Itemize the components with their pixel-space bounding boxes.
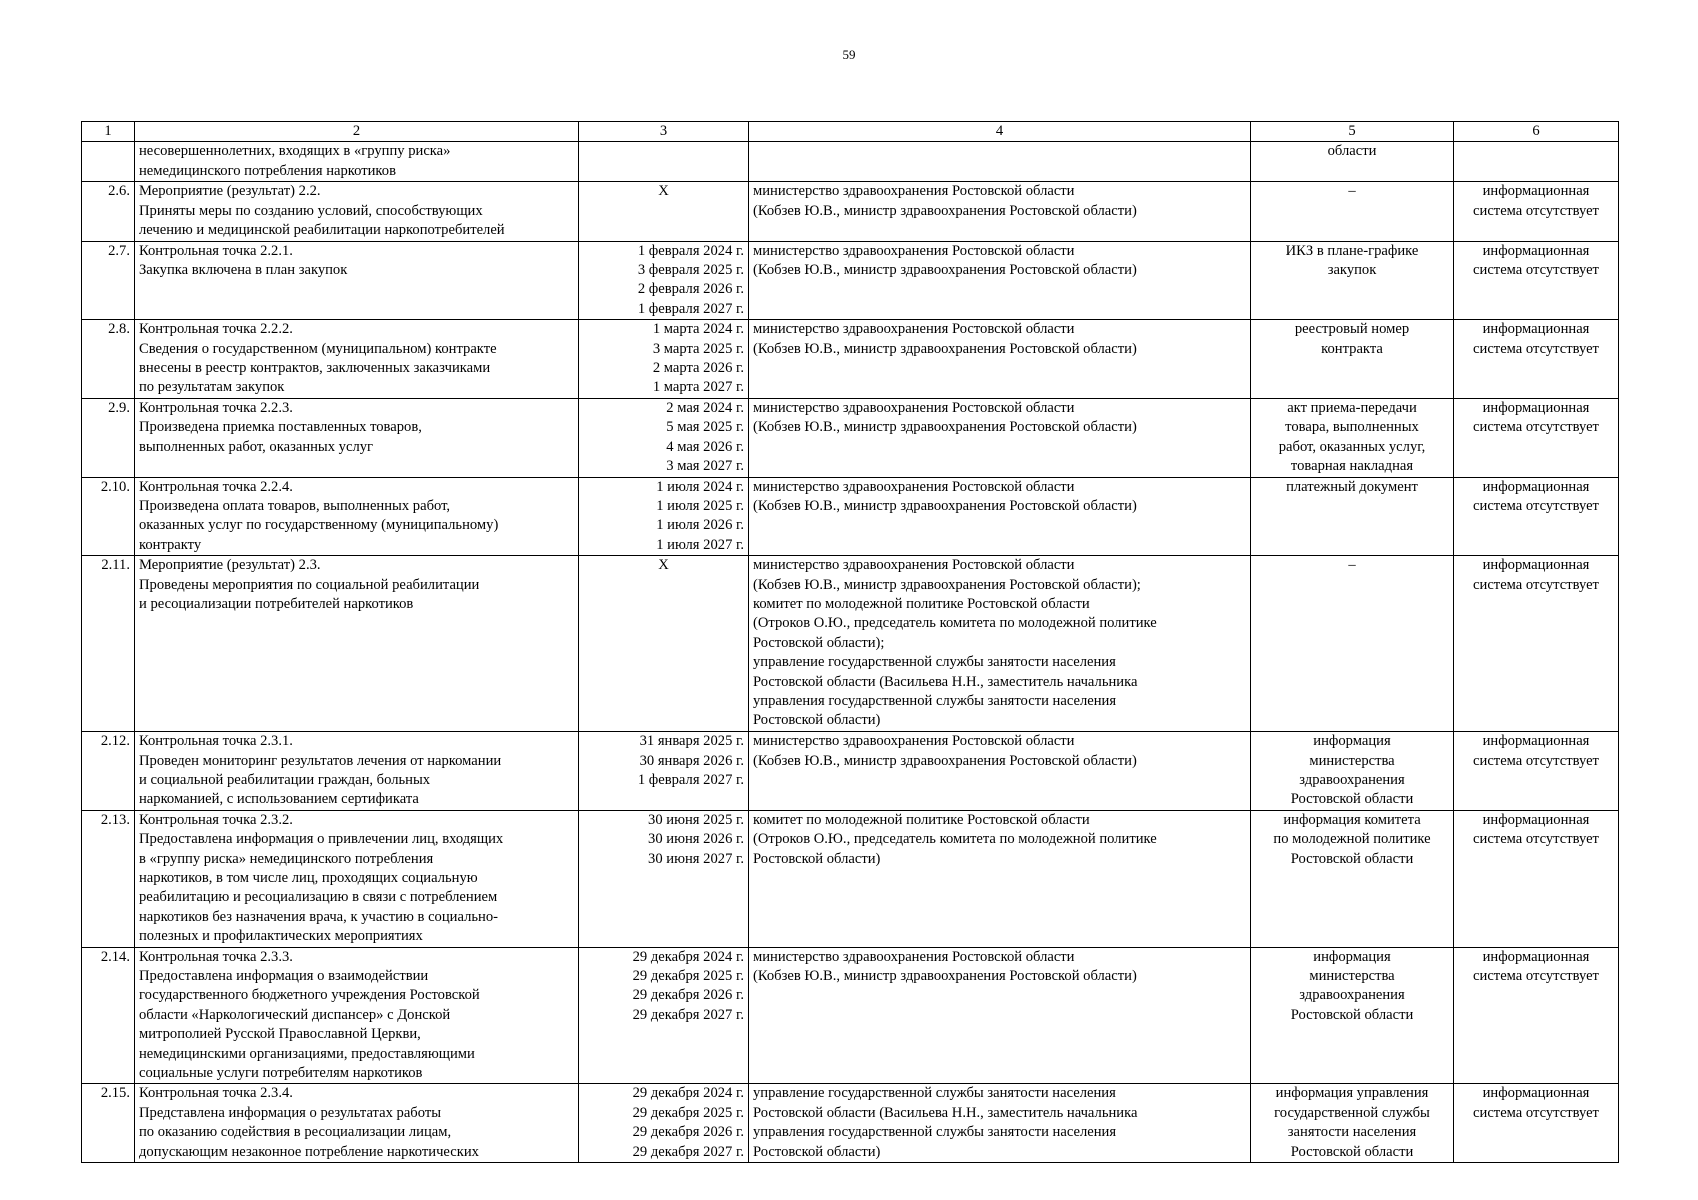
description-line: полезных и профилактических мероприятиях <box>139 928 423 945</box>
row-number-cell <box>82 182 135 241</box>
row-number-cell <box>82 1084 135 1163</box>
column-header: 6 <box>1454 122 1619 142</box>
responsible-line: управления государственной службы занятости населения <box>753 692 1117 709</box>
description-cell <box>135 182 579 241</box>
document-line: информация <box>1313 948 1391 965</box>
deadline-date: 29 декабря 2024 г. <box>632 1085 744 1102</box>
information-system-line: информационная <box>1482 321 1590 338</box>
deadline-date: 1 июля 2026 г. <box>656 517 744 534</box>
information-system-line: информационная <box>1482 948 1590 965</box>
description-line: Сведения о государственном (муниципальном) контракте <box>139 340 497 357</box>
information-system-cell <box>1454 477 1619 556</box>
document-line: платежный документ <box>1286 478 1418 495</box>
information-system-cell <box>1454 398 1619 477</box>
responsible-line: Ростовской области) <box>753 1143 881 1160</box>
table-row <box>82 142 1619 182</box>
information-system-cell <box>1454 947 1619 1084</box>
description-line: социальные услуги потребителям наркотиков <box>139 1065 423 1082</box>
information-system-cell <box>1454 182 1619 241</box>
responsible-line: Ростовской области (Васильева Н.Н., заместитель начальника <box>753 1104 1138 1121</box>
description-line: Предоставлена информация о взаимодействии <box>139 968 429 984</box>
responsible-line: (Отроков О.Ю., председатель комитета по молодежной политике <box>753 615 1157 632</box>
page-number: 59 <box>842 47 856 62</box>
plan-table <box>81 121 1619 1163</box>
information-system-line: система отсутствует <box>1473 831 1599 848</box>
table-row <box>82 182 1619 241</box>
responsible-cell <box>749 810 1251 947</box>
row-number-cell <box>82 556 135 732</box>
item-title: Мероприятие (результат) 2.2. <box>139 183 321 200</box>
description-line: выполненных работ, оказанных услуг <box>139 438 374 455</box>
document-line: министерства <box>1309 968 1395 984</box>
description-cell <box>135 241 579 320</box>
deadline-date: X <box>658 183 669 200</box>
document-line: Ростовской области <box>1290 1006 1414 1023</box>
information-system-line: система отсутствует <box>1473 419 1599 436</box>
deadline-cell <box>579 732 749 811</box>
description-line: в «группу риска» немедицинского потребления <box>139 850 434 867</box>
item-title: Контрольная точка 2.2.4. <box>139 478 293 495</box>
document-line: информация <box>1313 733 1391 750</box>
responsible-line: министерство здравоохранения Ростовской области <box>753 321 1075 338</box>
description-line: по результатам закупок <box>139 379 285 396</box>
information-system-line: система отсутствует <box>1473 262 1599 279</box>
deadline-cell <box>579 556 749 732</box>
item-title: Контрольная точка 2.3.1. <box>139 733 293 750</box>
document-cell <box>1251 320 1454 399</box>
information-system-line: система отсутствует <box>1473 1104 1599 1121</box>
table-row <box>82 810 1619 947</box>
deadline-date: 31 января 2025 г. <box>639 733 744 750</box>
document-line: государственной службы <box>1274 1104 1430 1121</box>
information-system-line: информационная <box>1482 557 1590 574</box>
deadline-date: 30 июня 2026 г. <box>648 831 744 848</box>
description-line: реабилитацию и ресоциализацию в связи с потреблением <box>139 889 498 906</box>
deadline-date: 29 декабря 2026 г. <box>632 1124 744 1141</box>
document-cell <box>1251 732 1454 811</box>
item-title: Контрольная точка 2.2.1. <box>139 242 293 259</box>
information-system-line: система отсутствует <box>1473 497 1599 514</box>
responsible-line: (Кобзев Ю.В., министр здравоохранения Ростовской области) <box>753 202 1137 219</box>
responsible-line: (Кобзев Ю.В., министр здравоохранения Ростовской области) <box>753 419 1137 436</box>
item-title: Контрольная точка 2.3.2. <box>139 811 293 828</box>
description-line: митрополией Русской Православной Церкви, <box>139 1026 421 1043</box>
column-header: 3 <box>579 122 749 142</box>
deadline-date: 2 февраля 2026 г. <box>637 281 744 298</box>
deadline-date: 29 декабря 2025 г. <box>632 1104 744 1121</box>
responsible-line: комитет по молодежной политике Ростовской области <box>753 811 1090 828</box>
deadline-date: 29 декабря 2024 г. <box>632 948 744 965</box>
responsible-line: (Кобзев Ю.В., министр здравоохранения Ростовской области) <box>753 262 1137 279</box>
responsible-line: (Кобзев Ю.В., министр здравоохранения Ростовской области) <box>753 968 1137 984</box>
deadline-date: 5 мая 2025 г. <box>666 419 744 436</box>
description-line: и социальной реабилитации граждан, больных <box>139 771 431 788</box>
document-line: здравоохранения <box>1299 771 1405 788</box>
responsible-line: Ростовской области); <box>753 634 885 651</box>
column-header: 5 <box>1251 122 1454 142</box>
information-system-cell <box>1454 556 1619 732</box>
description-line: допускающим незаконное потребление наркотических <box>139 1143 479 1160</box>
item-title: Контрольная точка 2.2.2. <box>139 321 293 338</box>
document-cell <box>1251 810 1454 947</box>
row-number-cell <box>82 732 135 811</box>
document-line: работ, оказанных услуг, <box>1278 438 1426 455</box>
deadline-cell <box>579 241 749 320</box>
responsible-cell <box>749 947 1251 1084</box>
deadline-date: 1 февраля 2027 г. <box>637 771 744 788</box>
information-system-cell <box>1454 320 1619 399</box>
document-line: товарная накладная <box>1290 458 1414 475</box>
description-line: Предоставлена информация о привлечении лиц, входящих <box>139 831 504 848</box>
deadline-cell <box>579 320 749 399</box>
table-row <box>82 732 1619 811</box>
responsible-cell <box>749 241 1251 320</box>
deadline-cell <box>579 1084 749 1163</box>
column-number-row <box>82 122 1619 142</box>
document-line: Ростовской области <box>1290 791 1414 808</box>
description-line: наркотиков, в том числе лиц, проходящих социальную <box>139 869 478 886</box>
responsible-line: управление государственной службы занятости населения <box>753 1085 1116 1102</box>
document-cell <box>1251 182 1454 241</box>
description-cell <box>135 142 579 182</box>
responsible-line: министерство здравоохранения Ростовской области <box>753 557 1075 574</box>
row-number: 2.15. <box>100 1085 130 1102</box>
document-line: ИКЗ в плане-графике <box>1285 242 1419 259</box>
information-system-line: информационная <box>1482 183 1590 200</box>
row-number-cell <box>82 398 135 477</box>
document-line: занятости населения <box>1287 1124 1417 1141</box>
description-line: лечению и медицинской реабилитации наркопотребителей <box>139 222 505 239</box>
document-cell <box>1251 1084 1454 1163</box>
item-title: Контрольная точка 2.3.3. <box>139 948 293 965</box>
responsible-line: министерство здравоохранения Ростовской области <box>753 183 1075 200</box>
document-cell <box>1251 477 1454 556</box>
description-line: немедицинскими организациями, предоставляющими <box>139 1045 475 1062</box>
deadline-date: 1 марта 2027 г. <box>652 379 744 396</box>
responsible-line: (Кобзев Ю.В., министр здравоохранения Ростовской области) <box>753 340 1137 357</box>
description-line: Представлена информация о результатах работы <box>139 1104 442 1121</box>
row-number: 2.13. <box>100 811 130 828</box>
description-line: Приняты меры по созданию условий, способствующих <box>139 202 483 219</box>
document-cell <box>1251 947 1454 1084</box>
row-number-cell <box>82 477 135 556</box>
responsible-line: (Кобзев Ю.В., министр здравоохранения Ростовской области) <box>753 752 1137 769</box>
deadline-date: 29 декабря 2026 г. <box>632 987 744 1004</box>
deadline-date: X <box>658 557 669 574</box>
document-line: здравоохранения <box>1299 987 1405 1004</box>
row-number-cell <box>82 947 135 1084</box>
item-title: Контрольная точка 2.3.4. <box>139 1085 293 1102</box>
deadline-date: 1 марта 2024 г. <box>652 321 744 338</box>
column-header: 2 <box>135 122 579 142</box>
document-line: – <box>1348 557 1356 574</box>
document-line: акт приема-передачи <box>1287 399 1417 416</box>
information-system-line: информационная <box>1482 1085 1590 1102</box>
responsible-cell <box>749 142 1251 182</box>
document-line: Ростовской области <box>1290 1143 1414 1160</box>
deadline-date: 30 января 2026 г. <box>639 752 744 769</box>
document-line: министерства <box>1309 752 1395 769</box>
information-system-cell <box>1454 241 1619 320</box>
document-line: товара, выполненных <box>1285 419 1419 436</box>
deadline-cell <box>579 398 749 477</box>
row-number: 2.14. <box>100 948 130 965</box>
table-row <box>82 241 1619 320</box>
information-system-line: система отсутствует <box>1473 202 1599 219</box>
deadline-date: 1 июля 2025 г. <box>656 497 744 514</box>
description-line: Произведена приемка поставленных товаров, <box>139 419 422 436</box>
description-line: и ресоциализации потребителей наркотиков <box>139 595 414 612</box>
responsible-line: Ростовской области (Васильева Н.Н., заместитель начальника <box>753 673 1138 690</box>
deadline-date: 2 мая 2024 г. <box>666 399 744 416</box>
responsible-line: министерство здравоохранения Ростовской области <box>753 948 1075 965</box>
responsible-cell <box>749 732 1251 811</box>
description-line: наркоманией, с использованием сертификата <box>139 791 419 808</box>
table-row <box>82 556 1619 732</box>
information-system-line: информационная <box>1482 733 1590 750</box>
document-line: закупок <box>1327 262 1377 279</box>
description-line: внесены в реестр контрактов, заключенных заказчиками <box>139 360 491 377</box>
description-cell <box>135 320 579 399</box>
item-title: несовершеннолетних, входящих в «группу риска» <box>139 143 451 160</box>
deadline-cell <box>579 182 749 241</box>
deadline-cell <box>579 477 749 556</box>
responsible-cell <box>749 556 1251 732</box>
deadline-date: 3 февраля 2025 г. <box>637 262 744 279</box>
description-line: немедицинского потребления наркотиков <box>139 162 396 179</box>
description-cell <box>135 732 579 811</box>
description-line: контракту <box>139 536 202 553</box>
table-row <box>82 320 1619 399</box>
document-cell <box>1251 398 1454 477</box>
document-cell <box>1251 241 1454 320</box>
deadline-date: 1 июля 2027 г. <box>656 536 744 553</box>
responsible-line: управления государственной службы занятости населения <box>753 1124 1117 1141</box>
responsible-cell <box>749 398 1251 477</box>
table-row <box>82 398 1619 477</box>
responsible-line: комитет по молодежной политике Ростовской области <box>753 595 1090 612</box>
responsible-cell <box>749 182 1251 241</box>
information-system-cell <box>1454 1084 1619 1163</box>
information-system-cell <box>1454 810 1619 947</box>
row-number: 2.6. <box>108 183 130 200</box>
document-cell <box>1251 556 1454 732</box>
table-row <box>82 477 1619 556</box>
responsible-cell <box>749 477 1251 556</box>
row-number: 2.11. <box>101 557 130 574</box>
column-header: 4 <box>749 122 1251 142</box>
responsible-line: (Кобзев Ю.В., министр здравоохранения Ростовской области) <box>753 497 1137 514</box>
description-line: Произведена оплата товаров, выполненных работ, <box>139 497 451 514</box>
responsible-line: (Отроков О.Ю., председатель комитета по молодежной политике <box>753 831 1157 848</box>
table-row <box>82 947 1619 1084</box>
description-line: оказанных услуг по государственному (муниципальному) <box>139 517 499 534</box>
description-line: наркотиков без назначения врача, к участию в социально- <box>139 908 498 925</box>
deadline-date: 29 декабря 2027 г. <box>632 1006 744 1023</box>
row-number: 2.10. <box>100 478 130 495</box>
responsible-line: министерство здравоохранения Ростовской области <box>753 733 1075 750</box>
responsible-line: управление государственной службы занятости населения <box>753 654 1116 671</box>
row-number-cell <box>82 320 135 399</box>
row-number: 2.7. <box>108 242 130 259</box>
row-number: 2.12. <box>100 733 130 750</box>
table-row <box>82 1084 1619 1163</box>
document-line: области <box>1327 143 1377 160</box>
row-number: 2.8. <box>108 321 130 338</box>
responsible-line: Ростовской области) <box>753 712 881 729</box>
deadline-cell <box>579 142 749 182</box>
description-line: области «Наркологический диспансер» с Донской <box>139 1006 451 1023</box>
deadline-date: 3 мая 2027 г. <box>666 458 744 475</box>
deadline-date: 4 мая 2026 г. <box>666 438 744 455</box>
row-number: 2.9. <box>108 399 130 416</box>
deadline-cell <box>579 810 749 947</box>
description-line: Закупка включена в план закупок <box>139 262 348 279</box>
description-cell <box>135 477 579 556</box>
description-line: по оказанию содействия в ресоциализации лицам, <box>139 1124 452 1141</box>
description-cell <box>135 1084 579 1163</box>
deadline-cell <box>579 947 749 1084</box>
document-line: информация комитета <box>1283 811 1421 828</box>
deadline-date: 29 декабря 2025 г. <box>632 968 744 984</box>
description-cell <box>135 947 579 1084</box>
document-line: реестровый номер <box>1294 321 1410 338</box>
responsible-line: министерство здравоохранения Ростовской области <box>753 242 1075 259</box>
information-system-line: система отсутствует <box>1473 576 1599 593</box>
table-body <box>82 142 1619 1163</box>
document-line: Ростовской области <box>1290 850 1414 867</box>
description-line: Проведен мониторинг результатов лечения от наркомании <box>139 752 502 769</box>
document-line: контракта <box>1321 340 1383 357</box>
deadline-date: 3 марта 2025 г. <box>652 340 744 357</box>
row-number-cell <box>82 241 135 320</box>
description-line: государственного бюджетного учреждения Ростовской <box>139 987 480 1004</box>
information-system-line: информационная <box>1482 478 1590 495</box>
information-system-line: система отсутствует <box>1473 340 1599 357</box>
responsible-cell <box>749 1084 1251 1163</box>
column-header: 1 <box>82 122 135 142</box>
information-system-line: информационная <box>1482 242 1590 259</box>
item-title: Контрольная точка 2.2.3. <box>139 399 293 416</box>
description-cell <box>135 556 579 732</box>
responsible-cell <box>749 320 1251 399</box>
row-number-cell <box>82 142 135 182</box>
responsible-line: Ростовской области) <box>753 850 881 867</box>
information-system-cell <box>1454 732 1619 811</box>
deadline-date: 1 июля 2024 г. <box>656 478 744 495</box>
deadline-date: 1 февраля 2024 г. <box>637 242 744 259</box>
deadline-date: 29 декабря 2027 г. <box>632 1143 744 1160</box>
information-system-line: информационная <box>1482 399 1590 416</box>
description-cell <box>135 810 579 947</box>
description-line: Проведены мероприятия по социальной реабилитации <box>139 576 480 593</box>
document-line: информация управления <box>1275 1085 1429 1102</box>
deadline-date: 30 июня 2027 г. <box>648 850 744 867</box>
information-system-line: информационная <box>1482 811 1590 828</box>
row-number-cell <box>82 810 135 947</box>
document-line: по молодежной политике <box>1273 831 1431 848</box>
responsible-line: министерство здравоохранения Ростовской области <box>753 478 1075 495</box>
deadline-date: 30 июня 2025 г. <box>648 811 744 828</box>
information-system-line: система отсутствует <box>1473 752 1599 769</box>
description-cell <box>135 398 579 477</box>
deadline-date: 1 февраля 2027 г. <box>637 300 744 317</box>
responsible-line: министерство здравоохранения Ростовской области <box>753 399 1075 416</box>
deadline-date: 2 марта 2026 г. <box>652 360 744 377</box>
responsible-line: (Кобзев Ю.В., министр здравоохранения Ростовской области); <box>753 576 1141 593</box>
item-title: Мероприятие (результат) 2.3. <box>139 557 321 574</box>
information-system-line: система отсутствует <box>1473 968 1599 984</box>
information-system-cell <box>1454 142 1619 182</box>
document-cell <box>1251 142 1454 182</box>
document-line: – <box>1348 183 1356 200</box>
